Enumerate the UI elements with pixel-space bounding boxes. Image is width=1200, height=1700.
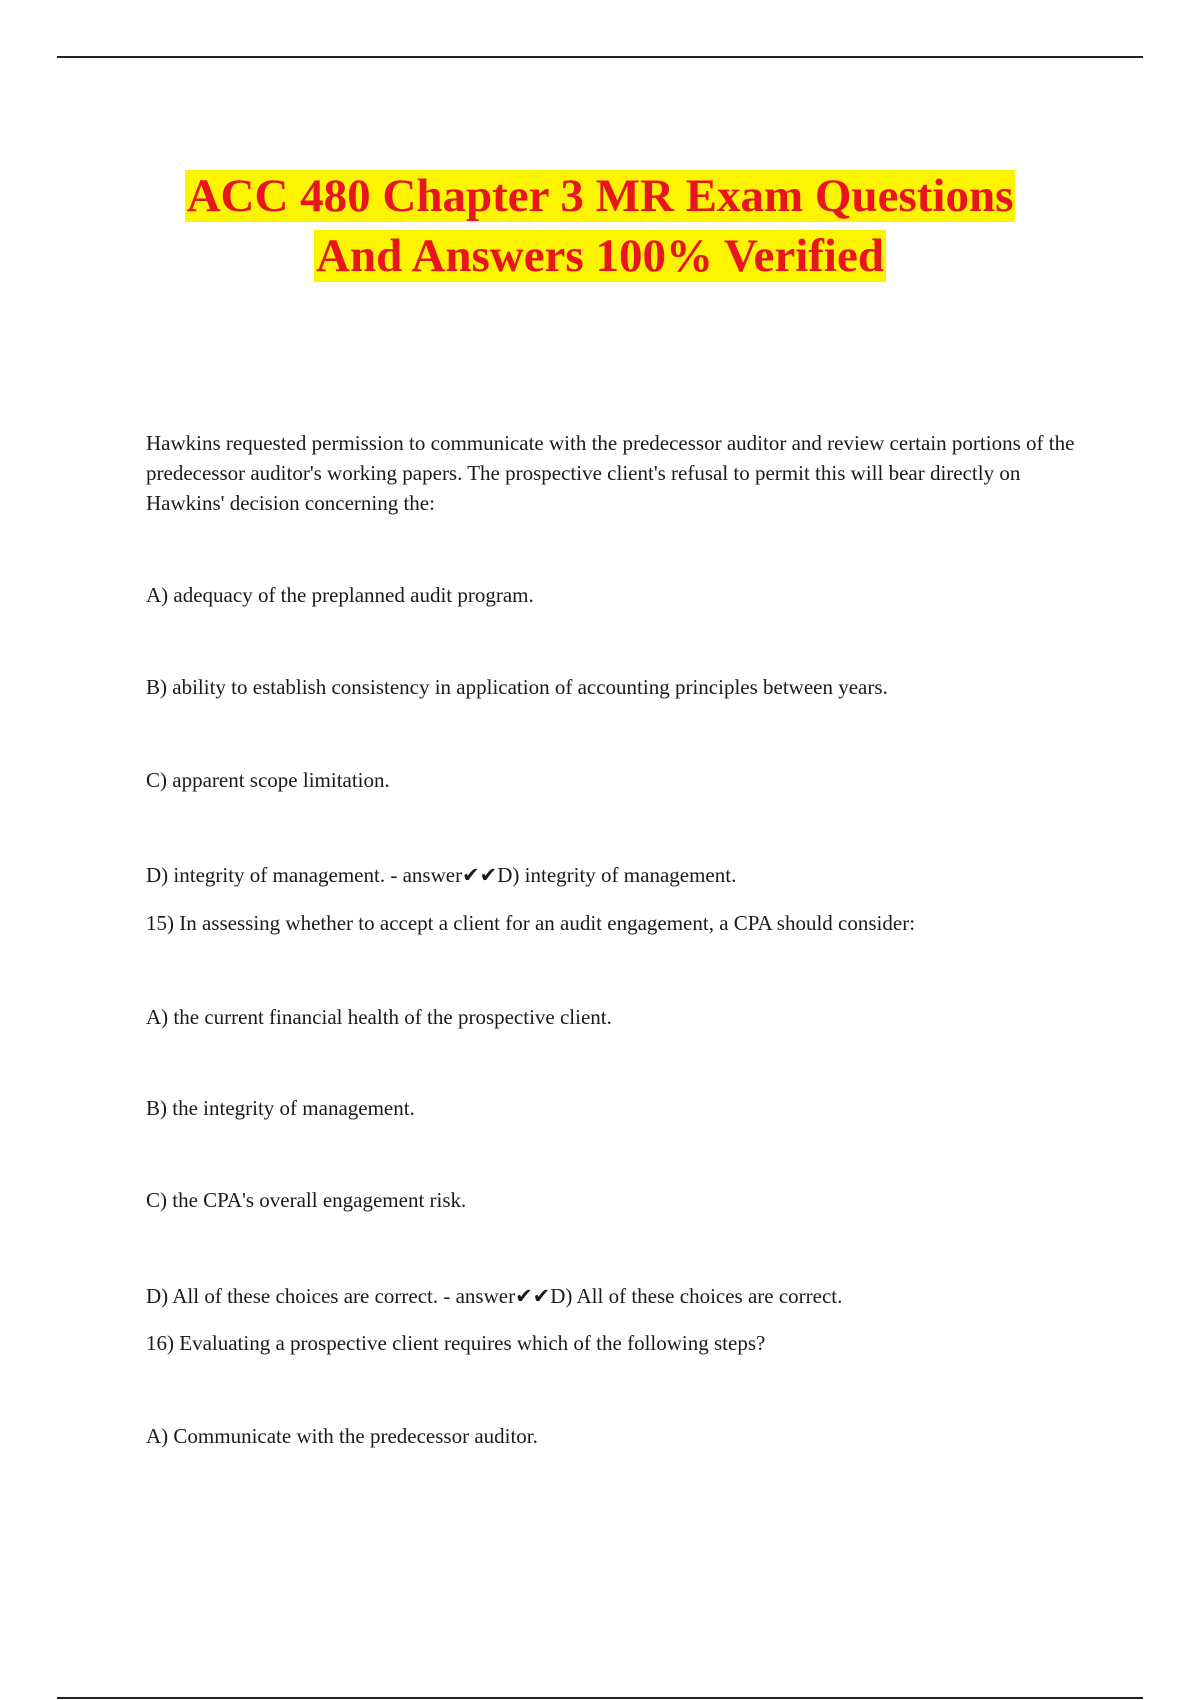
option-c: C) apparent scope limitation.	[146, 768, 390, 792]
bottom-rule	[57, 1697, 1143, 1699]
question-15: 15) In assessing whether to accept a client for an audit engagement, a CPA should consider:	[146, 911, 916, 935]
q15-option-b: B) the integrity of management.	[146, 1096, 415, 1120]
option-d-with-answer: D) integrity of management. - answer✔✔D) integrity of management.	[146, 863, 737, 887]
q15-option-a: A) the current financial health of the prospective client.	[146, 1005, 612, 1029]
option-a: A) adequacy of the preplanned audit program.	[146, 583, 534, 607]
top-rule	[57, 56, 1143, 58]
q15-option-c: C) the CPA's overall engagement risk.	[146, 1188, 467, 1212]
title-line-1: ACC 480 Chapter 3 MR Exam Questions	[186, 170, 1014, 222]
q15-option-d-with-answer: D) All of these choices are correct. - answer✔✔D) All of these choices are correct.	[146, 1284, 843, 1308]
q16-option-a: A) Communicate with the predecessor auditor.	[146, 1424, 538, 1448]
question-stem-hawkins: Hawkins requested permission to communicate with the predecessor auditor and review certain portions of the predecessor auditor's working papers. The prospective client's refusal to permit this will bear directly on Hawkins' decision concerning the:	[146, 431, 1075, 515]
title-line-2: And Answers 100% Verified	[316, 230, 884, 282]
document-title	[0, 166, 1200, 286]
option-b: B) ability to establish consistency in application of accounting principles between years.	[146, 675, 888, 699]
question-16: 16) Evaluating a prospective client requires which of the following steps?	[146, 1331, 766, 1355]
